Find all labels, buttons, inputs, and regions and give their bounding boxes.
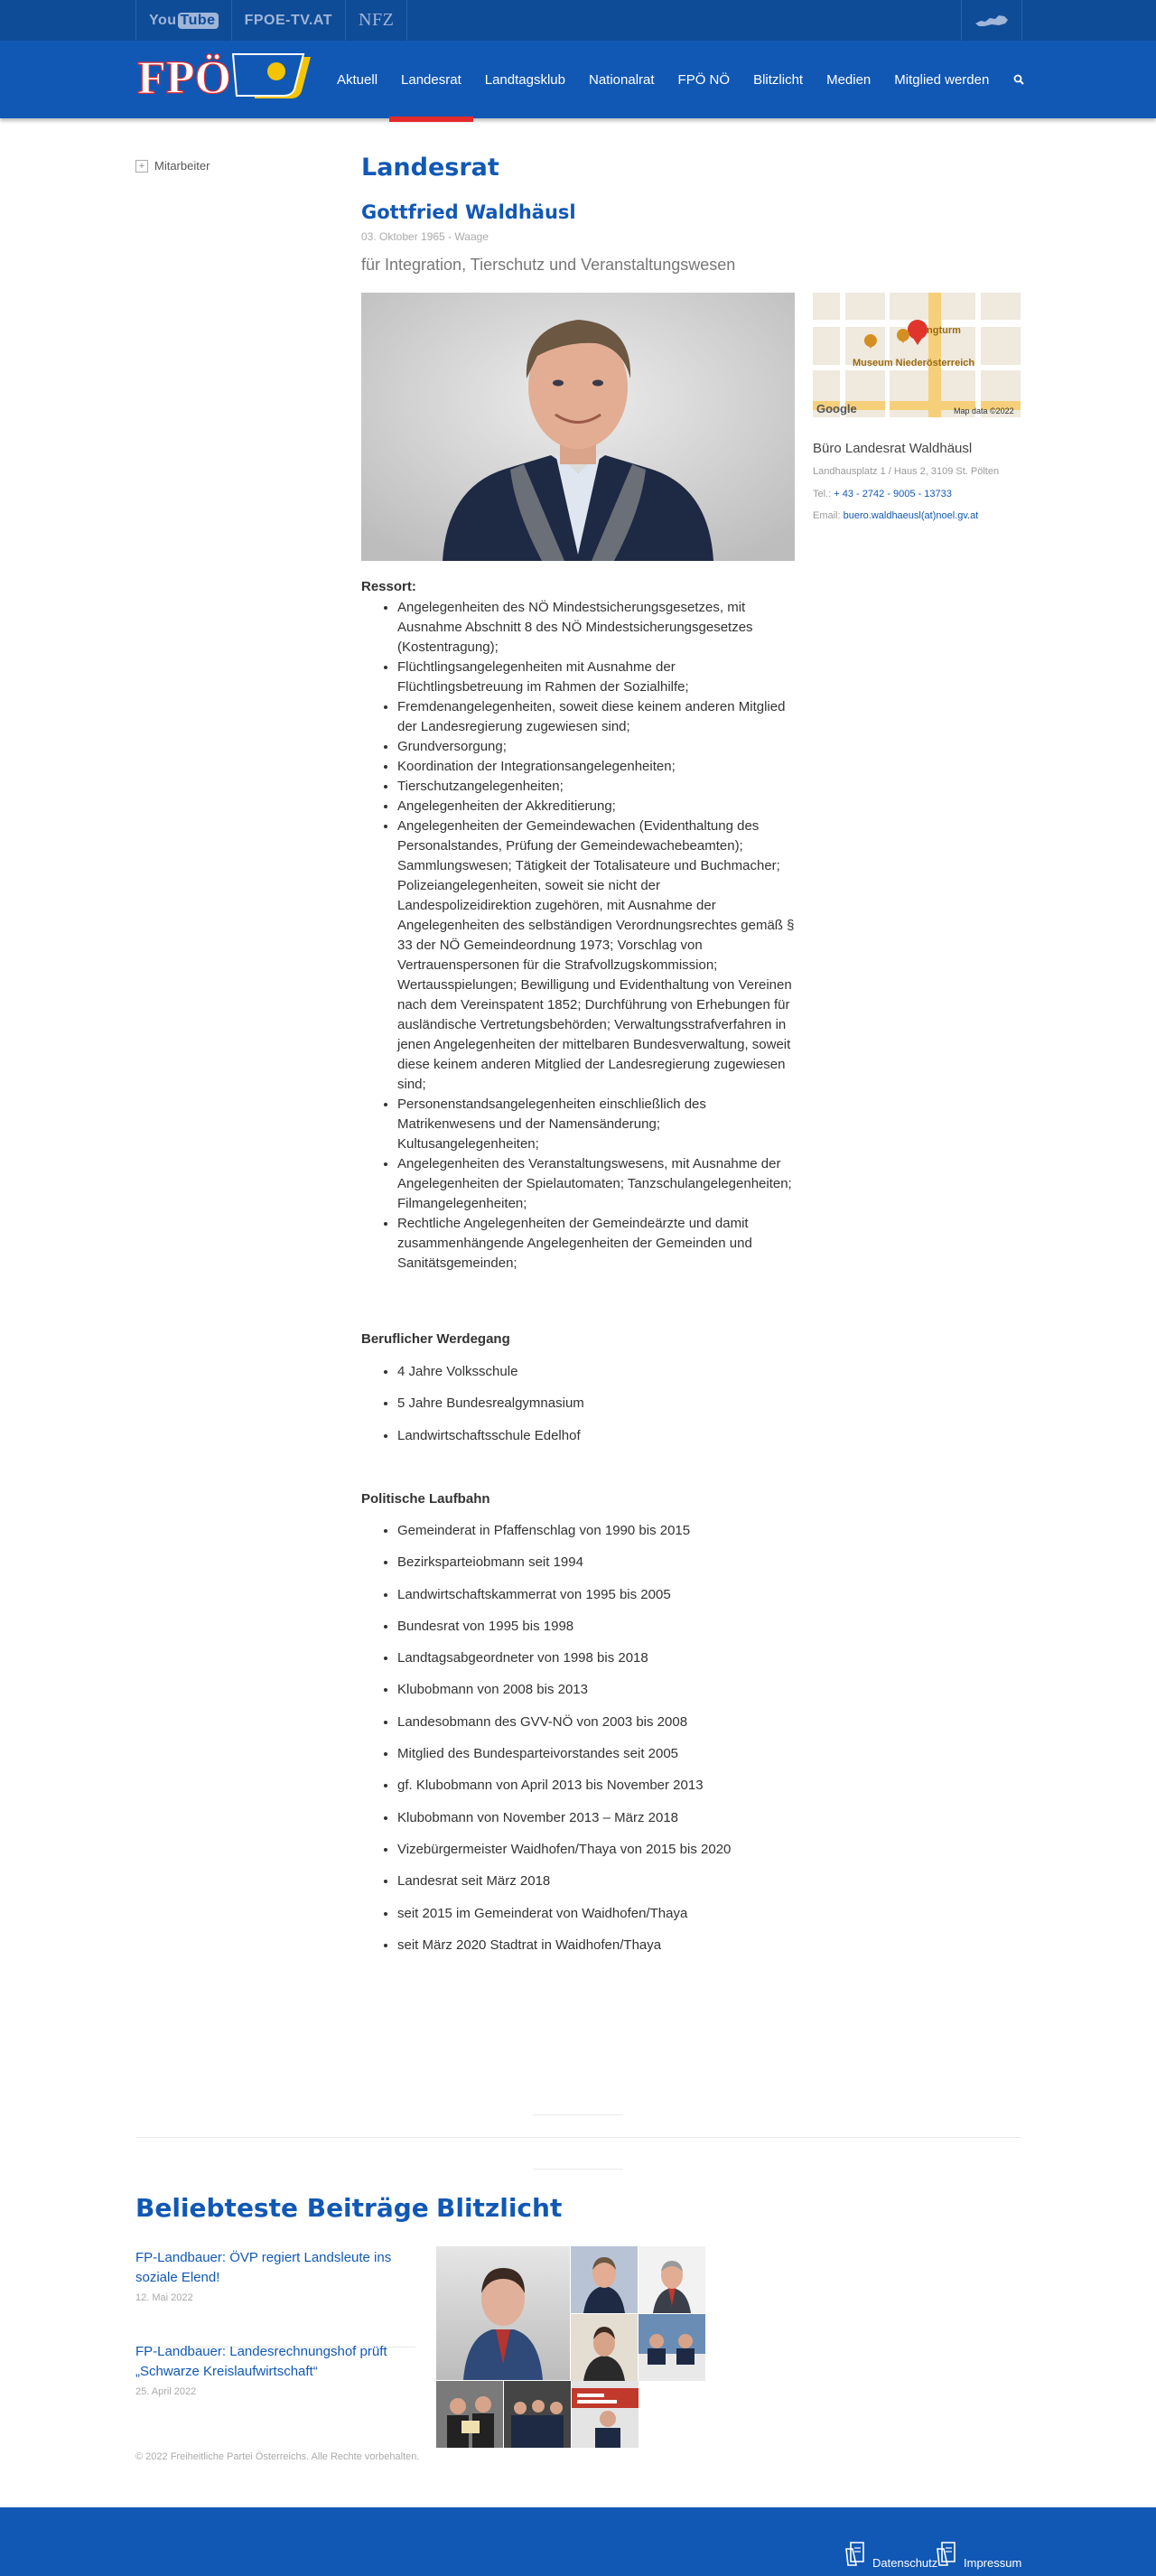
fpoe-tv-link[interactable]: FPOE-TV.AT [231, 0, 345, 41]
phone-label: Tel.: [813, 489, 834, 499]
sidebar-item-label: Mitarbeiter [154, 159, 210, 173]
nav-blitzlicht[interactable]: Blitzlicht [753, 71, 804, 88]
list-item: • Angelegenheiten des Veranstaltungswesens, mit Ausnahme der Angelegenheiten der Spielautomaten; Tanzschulangelegenheiten; Filmangelegenheiten; [397, 1154, 795, 1214]
list-item: • Angelegenheiten der Akkreditierung; [397, 797, 795, 817]
gallery-image[interactable] [436, 2246, 570, 2380]
nav-mitglied-werden[interactable]: Mitglied werden [894, 71, 990, 88]
person-role: für Integration, Tierschutz und Veranstaltungswesen [361, 256, 736, 274]
ressort-list [361, 598, 795, 1274]
nfz-link[interactable]: NFZ [345, 0, 407, 41]
map-label-museum: Museum Niederösterreich [853, 358, 975, 369]
list-item: • Koordination der Integrationsangelegenheiten; [397, 757, 795, 777]
gallery-image[interactable] [639, 2246, 705, 2313]
main-navbar [0, 41, 1156, 118]
list-item: • Landtagsabgeordneter von 1998 bis 2018 [397, 1648, 795, 1668]
list-item: • Mitglied des Bundesparteivorstandes seit 2005 [397, 1744, 795, 1764]
nav-landtagsklub[interactable]: Landtagsklub [484, 71, 565, 88]
austria-map-icon[interactable] [961, 0, 1022, 41]
datenschutz-link[interactable] [842, 2540, 937, 2570]
page-title: Landesrat [361, 154, 499, 182]
list-item: • Grundversorgung; [397, 737, 795, 757]
phone-link[interactable]: + 43 - 2742 - 9005 - 13733 [834, 489, 952, 499]
office-title: Büro Landesrat Waldhäusl [813, 441, 973, 456]
email-label: Email: [813, 510, 844, 521]
list-item: • Angelegenheiten der Gemeindewachen (Evidenthaltung des Personalstandes, Prüfung der Gemeindewachebeamten); Sammlungswesen; Tätigkeit der Totalisateure und Buchmacher; Polizeiangelegenheiten, soweit sie nicht der Landespolizeidirektion zugehören, mit Ausnahme der Angelegenheiten des selbständigen Verordnungsrechtes gemäß § 33 der NÖ Gemeindeordnung 1973; Vorschlag von Vertrauenspersonen für die Strafvollzugskommission; Wertausspielungen; Bewilligung und Evidenthaltung von Vereinen nach dem Vereinspatent 1852; Durchführung von Erhebungen für ausländische Vertretungsbehörden; Verwaltungsstrafverfahren in jenen Angelegenheiten der mittelbaren Bundesverwaltung, soweit diese keinem anderen Mitglied der Landesregierung zugewiesen sind; [397, 817, 795, 1095]
list-item: • Landesobmann des GVV-NÖ von 2003 bis 2008 [397, 1713, 795, 1732]
sidebar-item-mitarbeiter[interactable] [135, 159, 210, 173]
career-list [361, 1362, 795, 1458]
list-item: • Landwirtschaftskammerrat von 1995 bis 2005 [397, 1585, 795, 1605]
office-address: Landhausplatz 1 / Haus 2, 3109 St. Pölten [813, 466, 1000, 477]
list-item: • Fremdenangelegenheiten, soweit diese keinem anderen Mitglied der Landesregierung zugewiesen sind; [397, 697, 795, 737]
divider [533, 2114, 623, 2115]
list-item: • 4 Jahre Volksschule [397, 1362, 795, 1382]
map-label-turm: ngturm [927, 325, 961, 336]
office-phone [813, 489, 952, 499]
youtube-tube: Tube [178, 13, 219, 29]
list-item: • seit März 2020 Stadtrat in Waidhofen/Thaya [397, 1936, 795, 1955]
gallery-image[interactable] [639, 2314, 705, 2381]
list-item: • Rechtliche Angelegenheiten der Gemeindeärzte und damit zusammenhängende Angelegenheiten der Gemeinden und Sanitätsgemeinden; [397, 1214, 795, 1274]
expand-plus-icon[interactable]: + [135, 160, 148, 173]
gallery-image[interactable] [572, 2381, 639, 2448]
search-icon[interactable] [1001, 41, 1037, 118]
career-heading: Beruflicher Werdegang [361, 1331, 510, 1347]
list-item: • Angelegenheiten des NÖ Mindestsicherungsgesetzes, mit Ausnahme Abschnitt 8 des NÖ Mindestsicherungsgesetzes (Kostentragung); [397, 598, 795, 658]
popular-post-link[interactable]: FP-Landbauer: Landesrechnungshof prüft „Schwarze Kreislaufwirtschaft“ [135, 2344, 387, 2379]
nav-medien[interactable]: Medien [826, 71, 872, 88]
gallery-image[interactable] [436, 2381, 503, 2448]
gallery-image[interactable] [571, 2314, 638, 2381]
list-item: • Landwirtschaftsschule Edelhof [397, 1426, 795, 1446]
popular-post-date: 12. Mai 2022 [135, 2292, 193, 2303]
email-link[interactable]: buero.waldhaeusl(at)noel.gv.at [843, 510, 979, 521]
main-nav [325, 41, 1037, 118]
fpoe-logo[interactable] [135, 51, 312, 102]
youtube-link[interactable] [135, 0, 231, 41]
list-item: • Klubobmann von 2008 bis 2013 [397, 1680, 795, 1700]
person-birthdate: 03. Oktober 1965 - Waage [361, 230, 489, 243]
politics-list [361, 1521, 795, 1967]
divider [533, 2169, 623, 2170]
popular-post-date: 25. April 2022 [135, 2386, 197, 2397]
list-item: • Personenstandsangelegenheiten einschließlich des Matrikenwesens und der Namensänderung; Kultusangelegenheiten; [397, 1095, 795, 1154]
google-logo: Google [816, 402, 857, 415]
nav-aktuell[interactable]: Aktuell [337, 71, 378, 88]
logo-text: FPÖ [137, 52, 231, 102]
google-map[interactable] [813, 293, 1021, 417]
list-item: • Flüchtlingsangelegenheiten mit Ausnahme der Flüchtlingsbetreuung im Rahmen der Sozialhilfe; [397, 658, 795, 697]
list-item: • Bezirksparteiobmann seit 1994 [397, 1553, 795, 1573]
gallery-image[interactable] [571, 2246, 638, 2313]
list-item: • Tierschutzangelegenheiten; [397, 777, 795, 797]
top-bar [0, 0, 1156, 41]
datenschutz-label: Datenschutz [872, 2556, 938, 2570]
map-data-credit: Map data ©2022 [954, 406, 1014, 415]
list-item: • Bundesrat von 1995 bis 1998 [397, 1617, 795, 1637]
politics-heading: Politische Laufbahn [361, 1491, 490, 1507]
impressum-label: Impressum [964, 2556, 1022, 2570]
list-item: • gf. Klubobmann von April 2013 bis November 2013 [397, 1776, 795, 1796]
popular-post-link[interactable]: FP-Landbauer: ÖVP regiert Landsleute ins soziale Elend! [135, 2250, 392, 2285]
document-icon [933, 2540, 960, 2570]
nav-nationalrat[interactable]: Nationalrat [589, 71, 655, 88]
nav-landesrat[interactable]: Landesrat [389, 41, 473, 118]
list-item: • Landesrat seit März 2018 [397, 1871, 795, 1891]
list-item: • Gemeinderat in Pfaffenschlag von 1990 bis 2015 [397, 1521, 795, 1541]
divider [135, 2137, 1021, 2138]
popular-posts-heading: Beliebteste Beiträge [135, 2193, 429, 2223]
impressum-link[interactable] [933, 2540, 1021, 2570]
gallery-image[interactable] [504, 2381, 571, 2448]
office-email [813, 510, 978, 521]
person-name: Gottfried Waldhäusl [361, 201, 576, 223]
ressort-heading: Ressort: [361, 579, 416, 594]
list-item: • seit 2015 im Gemeinderat von Waidhofen/Thaya [397, 1904, 795, 1924]
list-item: • Vizebürgermeister Waidhofen/Thaya von 2015 bis 2020 [397, 1840, 795, 1860]
portrait-photo [361, 293, 795, 561]
copyright: © 2022 Freiheitliche Partei Österreichs. Alle Rechte vorbehalten. [135, 2451, 420, 2462]
nav-fpoe-noe[interactable]: FPÖ NÖ [677, 71, 731, 88]
blitzlicht-heading: Blitzlicht [436, 2193, 563, 2223]
document-icon [842, 2540, 869, 2570]
youtube-you: You [149, 12, 177, 28]
list-item: • 5 Jahre Bundesrealgymnasium [397, 1394, 795, 1414]
list-item: • Klubobmann von November 2013 – März 2018 [397, 1808, 795, 1828]
